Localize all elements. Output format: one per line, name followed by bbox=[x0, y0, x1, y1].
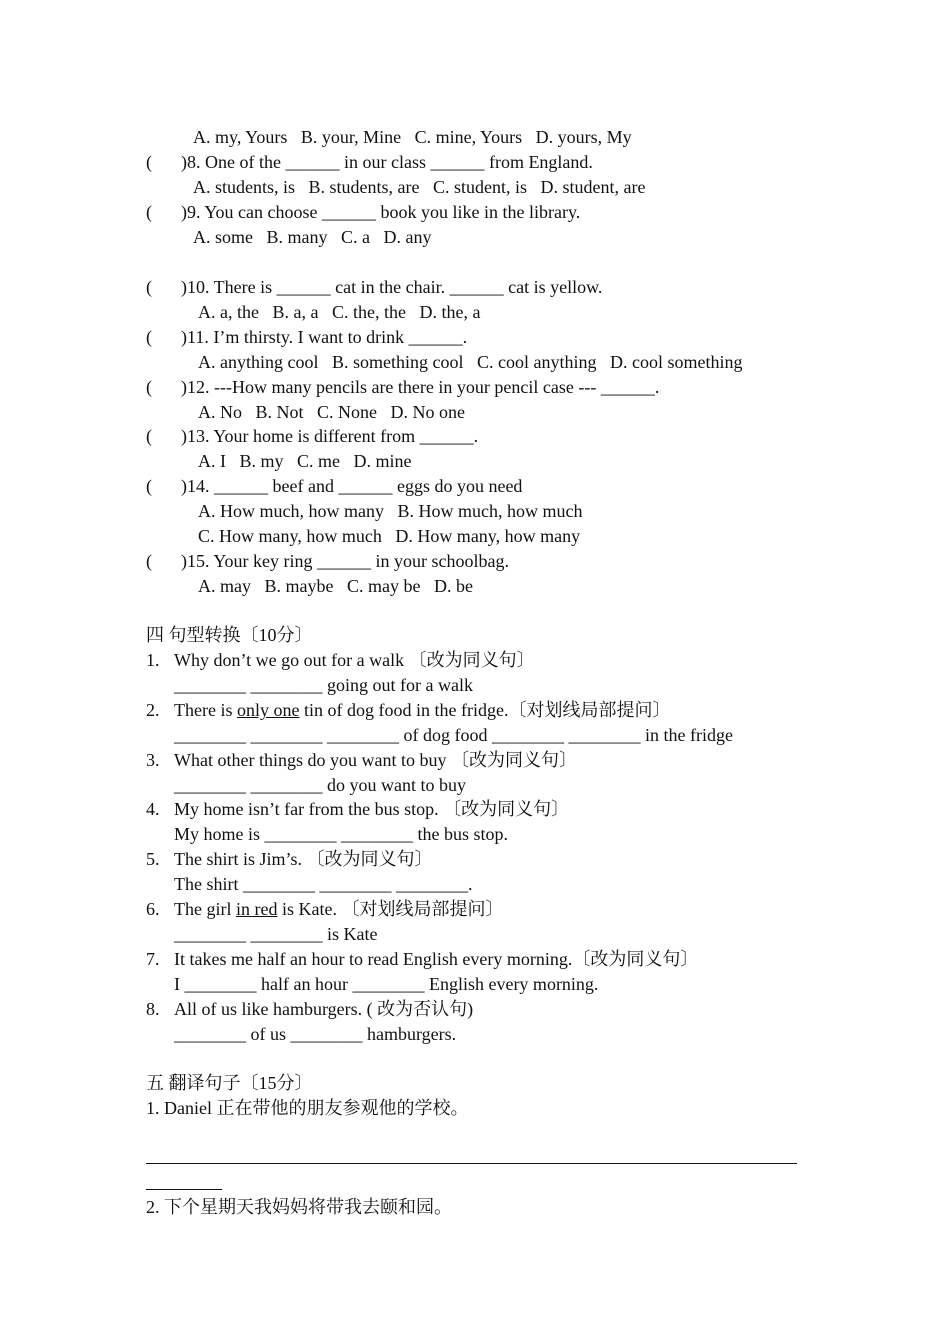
answer-paren: ( bbox=[146, 426, 152, 446]
prompt-text: The girl bbox=[174, 899, 236, 919]
s4-item-number: 7. bbox=[146, 949, 160, 969]
prompt-text: is Kate. 〔对划线局部提问〕 bbox=[277, 899, 504, 919]
s4-item-5-prompt: The shirt is Jim’s. 〔改为同义句〕 bbox=[174, 849, 433, 869]
question-15-options: A. may B. maybe C. may be D. be bbox=[198, 576, 473, 596]
answer-line bbox=[146, 1163, 797, 1164]
question-10: )10. There is ______ cat in the chair. ______ cat is yellow. bbox=[181, 277, 603, 297]
question-9-options: A. some B. many C. a D. any bbox=[193, 227, 432, 247]
s4-item-7-prompt: It takes me half an hour to read English every morning.〔改为同义句〕 bbox=[174, 949, 699, 969]
s5-item-2: 2. 下个星期天我妈妈将带我去颐和园。 bbox=[146, 1197, 452, 1217]
s4-item-4-answer: My home is ________ ________ the bus stop. bbox=[174, 824, 509, 844]
s4-item-3-prompt: What other things do you want to buy 〔改为同义句〕 bbox=[174, 750, 577, 770]
question-11: )11. I’m thirsty. I want to drink ______. bbox=[181, 327, 468, 347]
section-4-title: 四 句型转换〔10分〕 bbox=[146, 625, 313, 645]
underlined-phrase: in red bbox=[235, 899, 278, 919]
question-8-options: A. students, is B. students, are C. student, is D. student, are bbox=[193, 177, 646, 197]
question-11-options: A. anything cool B. something cool C. cool anything D. cool something bbox=[198, 352, 743, 372]
s4-item-5-answer: The shirt ________ ________ ________. bbox=[174, 874, 473, 894]
s4-item-number: 3. bbox=[146, 750, 160, 770]
s4-item-8-answer: ________ of us ________ hamburgers. bbox=[174, 1024, 457, 1044]
s4-item-2-answer: ________ ________ ________ of dog food ________ ________ in the fridge bbox=[174, 725, 733, 745]
s4-item-1-answer: ________ ________ going out for a walk bbox=[174, 675, 473, 695]
s4-item-number: 6. bbox=[146, 899, 160, 919]
question-13-options: A. I B. my C. me D. mine bbox=[198, 451, 412, 471]
s4-item-2-prompt bbox=[174, 698, 670, 723]
s4-item-number: 1. bbox=[146, 650, 160, 670]
s4-item-number: 5. bbox=[146, 849, 160, 869]
question-13: )13. Your home is different from ______. bbox=[181, 426, 479, 446]
s4-item-6-prompt bbox=[174, 897, 503, 922]
answer-line bbox=[146, 1189, 222, 1190]
s4-item-1-prompt: Why don’t we go out for a walk 〔改为同义句〕 bbox=[174, 650, 535, 670]
s4-item-number: 2. bbox=[146, 700, 160, 720]
underlined-phrase: only one bbox=[236, 700, 300, 720]
s5-item-1: 1. Daniel 正在带他的朋友参观他的学校。 bbox=[146, 1098, 469, 1118]
s4-item-number: 8. bbox=[146, 999, 160, 1019]
answer-paren: ( bbox=[146, 202, 152, 222]
question-15: )15. Your key ring ______ in your schoolbag. bbox=[181, 551, 509, 571]
prompt-text: tin of dog food in the fridge.〔对划线局部提问〕 bbox=[299, 700, 671, 720]
question-8: )8. One of the ______ in our class ______ from England. bbox=[181, 152, 593, 172]
s4-item-3-answer: ________ ________ do you want to buy bbox=[174, 775, 466, 795]
s4-item-7-answer: I ________ half an hour ________ English every morning. bbox=[174, 974, 599, 994]
question-9: )9. You can choose ______ book you like in the library. bbox=[181, 202, 581, 222]
answer-paren: ( bbox=[146, 377, 152, 397]
answer-paren: ( bbox=[146, 476, 152, 496]
prompt-text: There is bbox=[174, 700, 237, 720]
s4-item-4-prompt: My home isn’t far from the bus stop. 〔改为同义句〕 bbox=[174, 799, 570, 819]
answer-paren: ( bbox=[146, 152, 152, 172]
s4-item-8-prompt: All of us like hamburgers. ( 改为否认句) bbox=[174, 999, 474, 1019]
question-14-options-line1: A. How much, how many B. How much, how much bbox=[198, 501, 583, 521]
question-12-options: A. No B. Not C. None D. No one bbox=[198, 402, 465, 422]
answer-paren: ( bbox=[146, 327, 152, 347]
question-12: )12. ---How many pencils are there in your pencil case --- ______. bbox=[181, 377, 660, 397]
s4-item-number: 4. bbox=[146, 799, 160, 819]
question-14-options-line2: C. How many, how much D. How many, how many bbox=[198, 526, 581, 546]
q7-options: A. my, Yours B. your, Mine C. mine, Yours D. yours, My bbox=[193, 127, 632, 147]
question-10-options: A. a, the B. a, a C. the, the D. the, a bbox=[198, 302, 481, 322]
answer-paren: ( bbox=[146, 277, 152, 297]
answer-paren: ( bbox=[146, 551, 152, 571]
s4-item-6-answer: ________ ________ is Kate bbox=[174, 924, 378, 944]
question-14: )14. ______ beef and ______ eggs do you need bbox=[181, 476, 523, 496]
section-5-title: 五 翻译句子〔15分〕 bbox=[146, 1073, 313, 1093]
